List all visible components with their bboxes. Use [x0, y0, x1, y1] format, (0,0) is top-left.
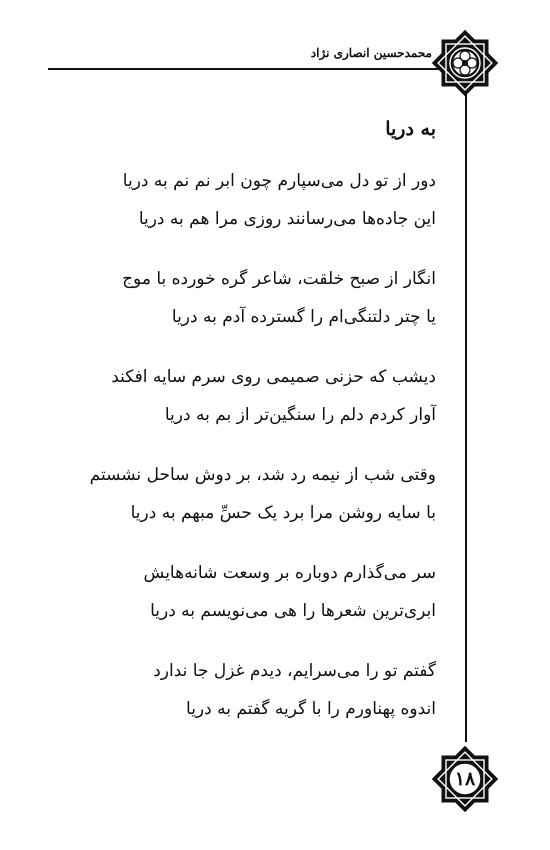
- stanza: [56, 660, 436, 720]
- verse-line: ابری‌ترین شعرها را هی می‌نویسم به دریا: [150, 601, 436, 621]
- header-divider: [48, 68, 440, 70]
- stanza: [56, 366, 436, 426]
- poem-body: [56, 170, 436, 758]
- poem-title: به دریا: [385, 118, 436, 140]
- side-divider: [465, 92, 467, 742]
- book-author-header: محمدحسین انصاری نژاد: [310, 46, 432, 60]
- verse-line: سر می‌گذارم دوباره بر وسعت شانه‌هایش: [143, 563, 436, 583]
- page-number: ۱۸: [454, 768, 476, 790]
- verse-line: دیشب که حزنی صمیمی روی سرم سایه افکند: [111, 367, 436, 387]
- verse-line: یا چتر دلتنگی‌ام را گسترده آدم به دریا: [171, 307, 436, 327]
- verse-line: وقتی شب از نیمه رد شد، بر دوش ساحل نشستم: [89, 465, 436, 485]
- stanza: [56, 464, 436, 524]
- verse-line: گفتم تو را می‌سرایم، دیدم غزل جا ندارد: [153, 661, 436, 681]
- verse-line: آوار کردم دلم را سنگین‌تر از بم به دریا: [164, 405, 436, 425]
- stanza: [56, 170, 436, 230]
- verse-line: با سایه روشن مرا برد یک حسِّ مبهم به دریا: [130, 503, 436, 523]
- stanza: [56, 562, 436, 622]
- verse-line: دور از تو دل می‌سپارم چون ابر نم نم به دریا: [122, 171, 436, 191]
- star-ornament-icon: [428, 26, 502, 100]
- verse-line: این جاده‌ها می‌رسانند روزی مرا هم به دریا: [138, 209, 436, 229]
- verse-line: اندوه پهناورم را با گریه گفتم به دریا: [186, 699, 436, 719]
- verse-line: انگار از صبح خلقت، شاعر گره خورده با موج: [122, 269, 436, 289]
- stanza: [56, 268, 436, 328]
